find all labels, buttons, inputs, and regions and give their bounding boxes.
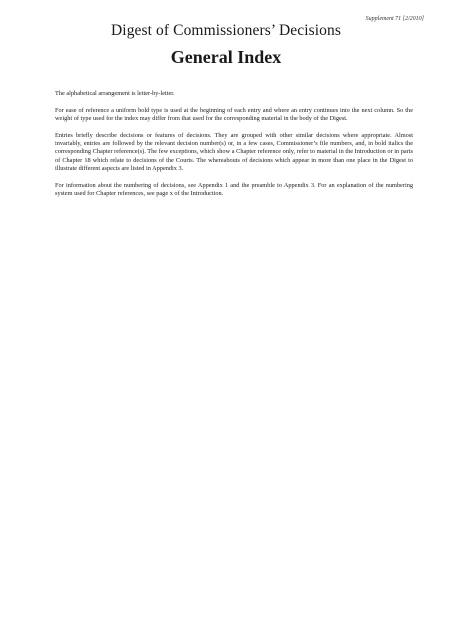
digest-title: Digest of Commissioners’ Decisions [111,22,341,39]
paragraph-arrangement: The alphabetical arrangement is letter-by-letter. [55,90,175,97]
paragraph-entries: Entries briefly describe decisions or features of decisions. They are grouped with other similar decisions where appropriate. Almost invariably, entries are followed by the relevant decision number(s) or, in a few cases, Commissioner’s file numbers, and, in bold italics the corresponding Chapter reference(s). The few exceptions, which show a Chapter reference only, refer to material in the Introduction or in parts of Chapter 18 which relate to decisions of the Courts. The whereabouts of decisions which appear in more than one place in the Digest to illustrate different aspects are listed in Appendix 3. [55,132,413,172]
supplement-label: Supplement 71 [2/2010] [365,16,424,22]
page-title: General Index [170,47,282,67]
paragraph-bold-type: For ease of reference a uniform bold type is used at the beginning of each entry and where an entry continues into the next column. So the weight of type used for the index may differ from that used for the corresponding material in the body of the Digest. [55,107,413,123]
paragraph-numbering: For information about the numbering of decisions, see Appendix 1 and the preamble to Appendix 3. For an explanation of the numbering system used for Chapter references, see page x of the Introduction. [55,181,413,197]
introduction-body [55,90,413,207]
